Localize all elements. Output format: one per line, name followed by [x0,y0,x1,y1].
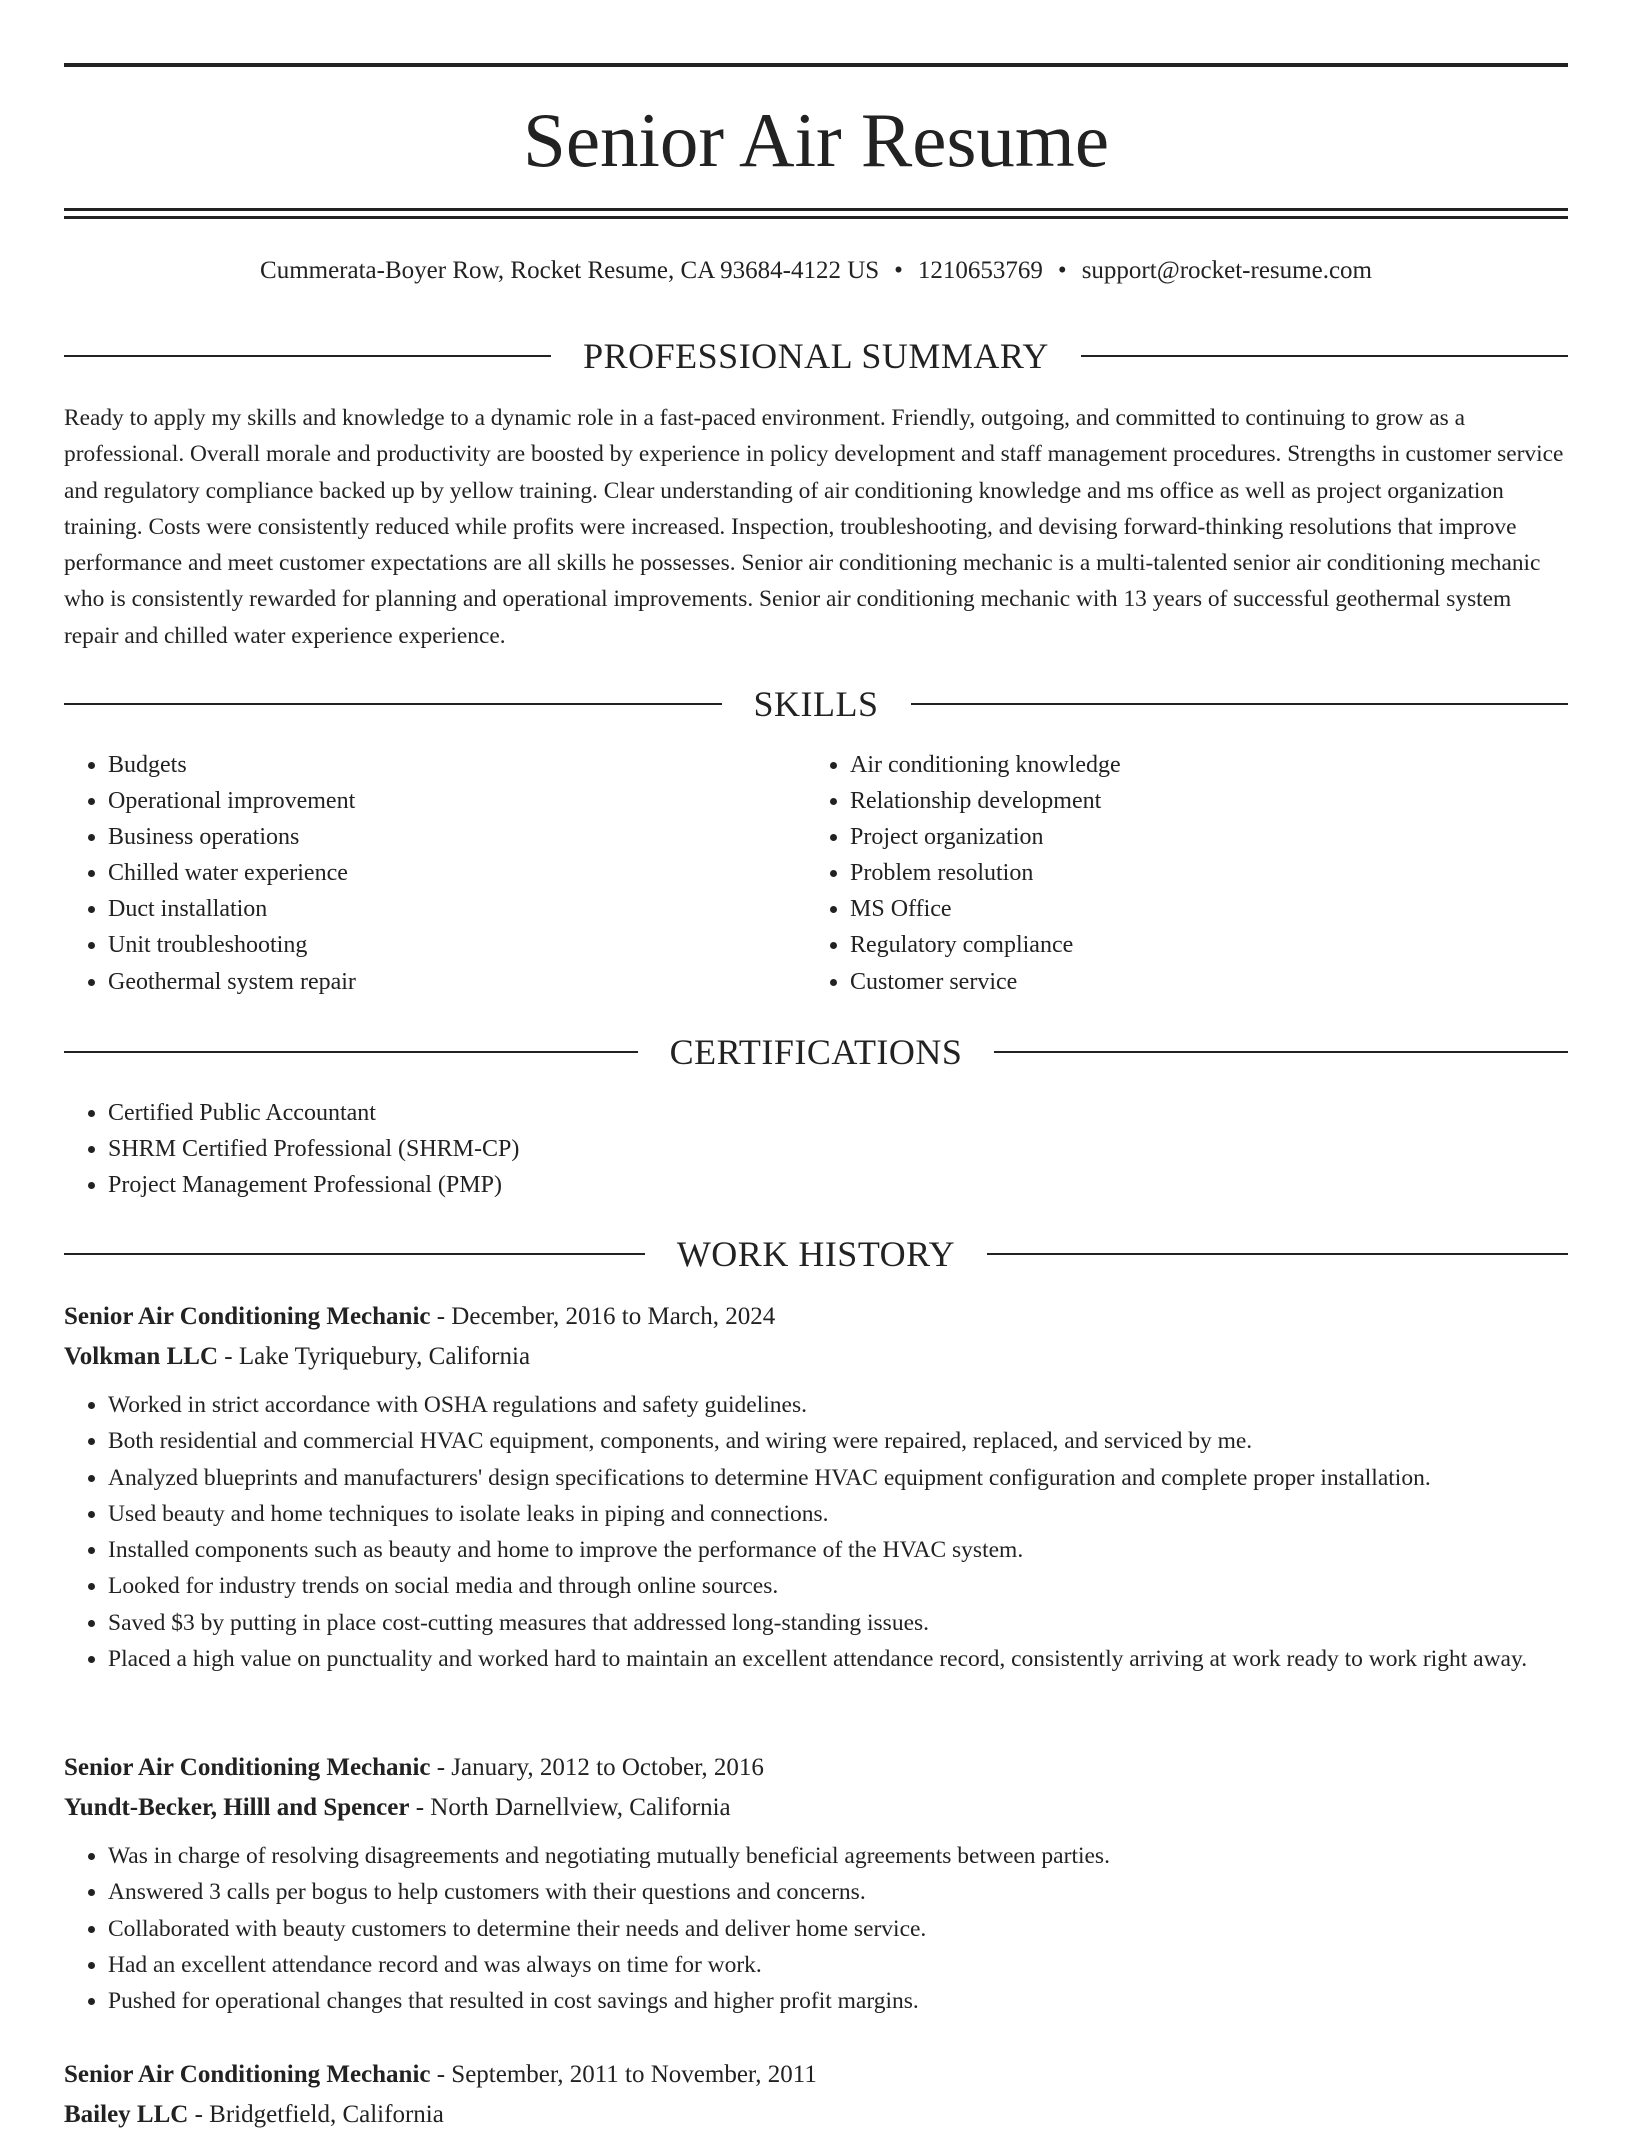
skill-item: • MS Office [850,891,1506,927]
job-company-line [64,1337,1568,1377]
heading-rule [911,703,1569,705]
summary-paragraph: Ready to apply my skills and knowledge to a dynamic role in a fast-paced environment. Friendly, outgoing, and committed to continuing to grow as a professional. Overall morale and productivity are boosted by experience in policy development and staff management procedures. Strengths in customer service and regulatory compliance backed up by yellow training. Clear understanding of air conditioning knowledge and ms office as well as project organization training. Costs were consistently reduced while profits were increased. Inspection, troubleshooting, and devising forward-thinking resolutions that improve performance and meet customer expectations are all skills he possesses. Senior air conditioning mechanic is a multi-talented senior air conditioning mechanic who is consistently rewarded for planning and operational improvements. Senior air conditioning mechanic with 13 years of successful geothermal system repair and chilled water experience experience. [64,405,1564,649]
job-duty: • Collaborated with beauty customers to determine their needs and deliver home service. [108,1911,1568,1947]
skills-column-right [806,747,1506,1000]
job-company: Yundt-Becker, Hilll and Spencer [64,1794,410,1821]
contact-address: Cummerata-Boyer Row, Rocket Resume, CA 93684-4122 US [260,257,880,284]
job-dates: - January, 2012 to October, 2016 [430,1754,764,1781]
section-title: PROFESSIONAL SUMMARY [583,336,1049,376]
resume-title: Senior Air Resume [523,97,1109,183]
heading-rule [1081,355,1568,357]
certifications-block [64,1095,1568,1203]
job-duty: • Analyzed blueprints and manufacturers' design specifications to determine HVAC equipment configuration and complete proper installation. [108,1460,1568,1496]
section-heading-work-history [64,1232,1568,1276]
contact-line [64,253,1568,289]
job-entry [64,1748,1568,2019]
job-title: Senior Air Conditioning Mechanic [64,1754,431,1781]
contact-phone: 1210653769 [917,257,1043,284]
certification-item: • SHRM Certified Professional (SHRM-CP) [108,1131,1568,1167]
section-title: SKILLS [753,684,879,724]
job-duties-list [64,1838,1568,2019]
skill-item: • Problem resolution [850,855,1506,891]
contact-separator: • [1057,257,1067,284]
skills-list-left [64,747,764,1000]
job-duty: • Had an excellent attendance record and was always on time for work. [108,1947,1568,1983]
certification-item: • Project Management Professional (PMP) [108,1167,1568,1203]
skill-item: • Air conditioning knowledge [850,747,1506,783]
job-dates: - September, 2011 to November, 2011 [430,2061,817,2088]
heading-rule [64,1051,638,1053]
heading-rule [994,1051,1568,1053]
top-rule [64,63,1568,67]
certifications-list [64,1095,1568,1203]
job-company-line [64,2095,1568,2135]
skill-item: • Regulatory compliance [850,927,1506,963]
job-company: Bailey LLC [64,2101,189,2128]
heading-rule [987,1253,1568,1255]
section-heading-summary [64,334,1568,378]
job-company: Volkman LLC [64,1343,218,1370]
job-role-line [64,1297,1568,1337]
job-duty: • Looked for industry trends on social media and through online sources. [108,1568,1568,1604]
section-heading-certifications [64,1030,1568,1074]
heading-rule [64,355,551,357]
job-duty: • Used beauty and home techniques to isolate leaks in piping and connections. [108,1496,1568,1532]
job-dates: - December, 2016 to March, 2024 [430,1303,776,1330]
job-role-line [64,1748,1568,1788]
skill-item: • Chilled water experience [108,855,764,891]
job-entry [64,2055,1568,2135]
skill-item: • Business operations [108,819,764,855]
skill-item: • Geothermal system repair [108,964,764,1000]
job-company-line [64,1788,1568,1828]
job-location: - North Darnellview, California [409,1794,731,1821]
section-heading-skills [64,682,1568,726]
heading-rule [64,703,722,705]
job-role-line [64,2055,1568,2095]
job-duty: • Installed components such as beauty and home to improve the performance of the HVAC system. [108,1532,1568,1568]
job-duty: • Answered 3 calls per bogus to help customers with their questions and concerns. [108,1874,1568,1910]
skill-item: • Operational improvement [108,783,764,819]
skill-item: • Customer service [850,964,1506,1000]
title-rule-upper [64,208,1568,211]
job-location: - Lake Tyriquebury, California [218,1343,531,1370]
job-duty: • Pushed for operational changes that resulted in cost savings and higher profit margins. [108,1983,1568,2019]
contact-email: support@rocket-resume.com [1081,257,1372,284]
title-rule-lower [64,216,1568,219]
job-duty: • Saved $3 by putting in place cost-cutting measures that addressed long-standing issues. [108,1605,1568,1641]
skill-item: • Budgets [108,747,764,783]
job-duty: • Worked in strict accordance with OSHA regulations and safety guidelines. [108,1387,1568,1423]
skill-item: • Duct installation [108,891,764,927]
certification-item: • Certified Public Accountant [108,1095,1568,1131]
skill-item: • Relationship development [850,783,1506,819]
job-duty: • Placed a high value on punctuality and worked hard to maintain an excellent attendance record, consistently arriving at work ready to work right away. [108,1641,1568,1677]
skill-item: • Unit troubleshooting [108,927,764,963]
job-location: - Bridgetfield, California [188,2101,444,2128]
job-entry [64,1297,1568,1677]
contact-separator: • [894,257,903,284]
job-title: Senior Air Conditioning Mechanic [64,1303,431,1330]
heading-rule [64,1253,645,1255]
job-duties-list [64,1387,1568,1677]
job-duty: • Was in charge of resolving disagreements and negotiating mutually beneficial agreements between parties. [108,1838,1568,1874]
job-title: Senior Air Conditioning Mechanic [64,2061,431,2088]
skills-list-right [806,747,1506,1000]
section-title: CERTIFICATIONS [669,1032,963,1072]
job-duty: • Both residential and commercial HVAC equipment, components, and wiring were repaired, replaced, and serviced by me. [108,1423,1568,1459]
section-title: WORK HISTORY [676,1234,956,1274]
skill-item: • Project organization [850,819,1506,855]
skills-column-left [64,747,764,1000]
